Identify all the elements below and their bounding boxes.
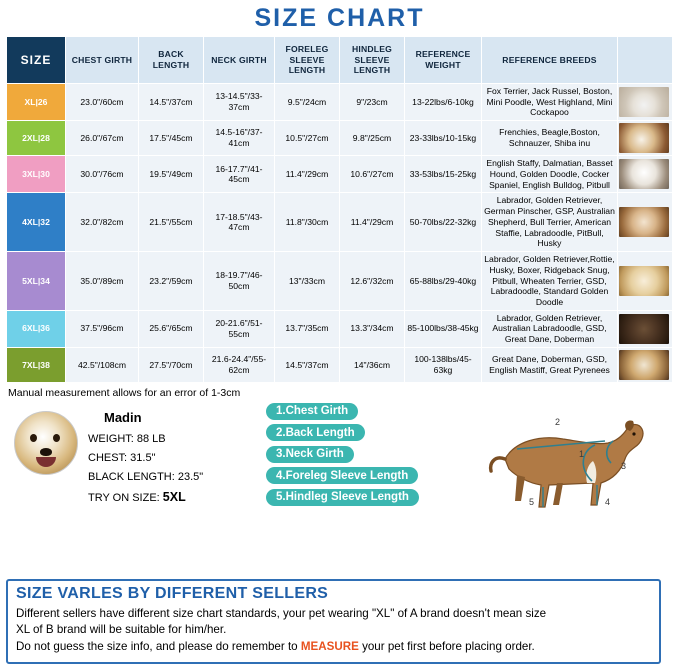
chest-girth-cell: 42.5"/108cm	[66, 347, 139, 382]
foreleg-sleeve-cell: 9.5"/24cm	[275, 84, 340, 121]
warning-body	[16, 606, 651, 656]
reference-breeds-cell: English Staffy, Dalmatian, Basset Hound, Golden Doodle, Cocker Spaniel, English Bulldog, Pitbull	[482, 156, 618, 193]
hindleg-sleeve-cell: 9.8"/25cm	[340, 121, 405, 156]
table-row	[7, 193, 673, 252]
hindleg-sleeve-cell: 13.3"/34cm	[340, 310, 405, 347]
size-cell: 3XL|30	[7, 156, 66, 193]
table-row	[7, 252, 673, 311]
diagram-label-4: 4	[605, 496, 611, 507]
pet-name: Madin	[104, 409, 142, 425]
col-header-reference-weight: REFERENCE WEIGHT	[405, 37, 482, 84]
size-cell: XL|26	[7, 84, 66, 121]
back-length-cell: 21.5"/55cm	[139, 193, 204, 252]
foreleg-sleeve-cell: 13.7"/35cm	[275, 310, 340, 347]
legend-item-chest-girth: 1.Chest Girth	[266, 403, 358, 420]
reference-breeds-cell: Great Dane, Doberman, GSD, English Mastiff, Great Pyrenees	[482, 347, 618, 382]
size-cell: 5XL|34	[7, 252, 66, 311]
col-header-size: SIZE	[7, 37, 66, 84]
legend-item-hindleg-sleeve-length: 5.Hindleg Sleeve Length	[266, 489, 419, 506]
back-length-cell: 25.6"/65cm	[139, 310, 204, 347]
pet-tryon-size	[88, 487, 203, 509]
col-header-neck-girth: NECK GIRTH	[204, 37, 275, 84]
legend-item-back-length: 2.Back Length	[266, 424, 365, 441]
dog-photo-6xl	[619, 314, 669, 344]
warning-line-3-pre: Do not guess the size info, and please do remember to	[16, 640, 301, 654]
dog-photo-4xl	[619, 207, 669, 237]
foreleg-sleeve-cell: 14.5"/37cm	[275, 347, 340, 382]
reference-breeds-cell: Labrador, Golden Retriever, Australian Labradoodle, GSD, Great Dane, Doberman	[482, 310, 618, 347]
foreleg-sleeve-cell: 11.4"/29cm	[275, 156, 340, 193]
dog-photo-3xl	[619, 159, 669, 189]
table-row	[7, 121, 673, 156]
reference-weight-cell: 100-138lbs/45-63kg	[405, 347, 482, 382]
avatar-mouth-icon	[36, 457, 56, 467]
diagram-label-5: 5	[529, 496, 535, 507]
reference-breeds-cell: Labrador, Golden Retriever,Rottie, Husky, Boxer, Ridgeback Snug, Pitbull, Wheaten Terrier, GSD, Labradoodle, Standard Golden Doodle	[482, 252, 618, 311]
warning-title: SIZE VARLES BY DIFFERENT SELLERS	[16, 584, 329, 602]
dog-photo-5xl	[619, 266, 669, 296]
diagram-label-3: 3	[621, 460, 627, 471]
back-length-cell: 17.5"/45cm	[139, 121, 204, 156]
warning-line-3	[16, 639, 651, 656]
chest-girth-cell: 30.0"/76cm	[66, 156, 139, 193]
table-header-row	[7, 37, 673, 84]
back-length-cell: 27.5"/70cm	[139, 347, 204, 382]
col-header-reference-breeds: REFERENCE BREEDS	[482, 37, 618, 84]
avatar-eye-right-icon	[53, 434, 60, 442]
hindleg-sleeve-cell: 14"/36cm	[340, 347, 405, 382]
dog-photo-cell	[618, 252, 673, 311]
neck-girth-cell: 17-18.5"/43-47cm	[204, 193, 275, 252]
dog-eye-icon	[632, 432, 635, 435]
col-header-foreleg-sleeve-length: FORELEG SLEEVE LENGTH	[275, 37, 340, 84]
pet-back-length: BLACK LENGTH: 23.5"	[88, 471, 204, 484]
measurement-note: Manual measurement allows for an error of 1-3cm	[8, 386, 241, 399]
pet-weight: WEIGHT: 88 LB	[88, 432, 166, 445]
reference-weight-cell: 23-33lbs/10-15kg	[405, 121, 482, 156]
legend-item-neck-girth: 3.Neck Girth	[266, 446, 354, 463]
pet-tryon-label: TRY ON SIZE:	[88, 492, 160, 505]
reference-breeds-cell: Labrador, Golden Retriever, German Pinscher, GSP, Australian Shepherd, Bull Terrier, American Staffie, Labradoodle, PitBull, Husky	[482, 193, 618, 252]
dog-photo-cell	[618, 121, 673, 156]
col-header-back-length: BACK LENGTH	[139, 37, 204, 84]
avatar-eye-left-icon	[30, 434, 37, 442]
reference-weight-cell: 50-70lbs/22-32kg	[405, 193, 482, 252]
dog-diagram-svg	[445, 401, 675, 529]
size-table-container	[0, 36, 679, 383]
table-row	[7, 310, 673, 347]
reference-weight-cell: 85-100lbs/38-45kg	[405, 310, 482, 347]
measurement-legend	[266, 403, 446, 511]
warning-line-1: Different sellers have different size chart standards, your pet wearing "XL" of A brand doesn't mean size	[16, 606, 547, 620]
hindleg-sleeve-cell: 12.6"/32cm	[340, 252, 405, 311]
dog-photo-cell	[618, 193, 673, 252]
chest-girth-cell: 23.0"/60cm	[66, 84, 139, 121]
dog-far-hindleg	[515, 475, 525, 501]
diagram-label-2: 2	[555, 416, 561, 427]
neck-girth-cell: 20-21.6"/51-55cm	[204, 310, 275, 347]
diagram-label-1: 1	[579, 448, 585, 459]
dog-far-foreleg	[553, 483, 563, 505]
back-length-cell: 23.2"/59cm	[139, 252, 204, 311]
reference-breeds-cell: Fox Terrier, Jack Russel, Boston, Mini Poodle, West Highland, Mini Cockapoo	[482, 84, 618, 121]
chest-girth-cell: 35.0"/89cm	[66, 252, 139, 311]
table-body	[7, 84, 673, 383]
dog-photo-xl	[619, 87, 669, 117]
col-header-photo	[618, 37, 673, 84]
hindleg-sleeve-cell: 11.4"/29cm	[340, 193, 405, 252]
neck-girth-cell: 16-17.7"/41-45cm	[204, 156, 275, 193]
table-row	[7, 347, 673, 382]
foreleg-sleeve-cell: 13"/33cm	[275, 252, 340, 311]
hindleg-sleeve-cell: 10.6"/27cm	[340, 156, 405, 193]
dog-photo-cell	[618, 156, 673, 193]
size-cell: 7XL|38	[7, 347, 66, 382]
seller-size-warning	[6, 579, 661, 664]
dog-photo-7xl	[619, 350, 669, 380]
foreleg-sleeve-cell: 11.8"/30cm	[275, 193, 340, 252]
dog-photo-cell	[618, 310, 673, 347]
dog-photo-2xl	[619, 123, 669, 153]
col-header-chest-girth: CHEST GIRTH	[66, 37, 139, 84]
measure-highlight: MEASURE	[300, 640, 359, 654]
page-title: SIZE CHART	[254, 4, 425, 32]
chest-girth-cell: 32.0"/82cm	[66, 193, 139, 252]
size-cell: 4XL|32	[7, 193, 66, 252]
reference-weight-cell: 65-88lbs/29-40kg	[405, 252, 482, 311]
dog-measurement-diagram	[445, 401, 675, 529]
size-cell: 6XL|36	[7, 310, 66, 347]
profile-details	[88, 407, 203, 509]
pet-chest: CHEST: 31.5"	[88, 451, 156, 464]
dog-tail	[491, 458, 505, 471]
back-length-cell: 19.5"/49cm	[139, 156, 204, 193]
col-header-hindleg-sleeve-length: HINDLEG SLEEVE LENGTH	[340, 37, 405, 84]
neck-girth-cell: 21.6-24.4"/55-62cm	[204, 347, 275, 382]
hindleg-sleeve-cell: 9"/23cm	[340, 84, 405, 121]
neck-girth-cell: 14.5-16"/37-41cm	[204, 121, 275, 156]
warning-line-2: XL of B brand will be suitable for him/her.	[16, 623, 227, 637]
middle-section	[0, 401, 679, 531]
reference-breeds-cell: Frenchies, Beagle,Boston, Schnauzer, Shiba inu	[482, 121, 618, 156]
avatar	[14, 411, 78, 475]
chest-girth-cell: 26.0"/67cm	[66, 121, 139, 156]
size-table	[6, 36, 673, 383]
legend-item-foreleg-sleeve-length: 4.Foreleg Sleeve Length	[266, 467, 418, 484]
size-cell: 2XL|28	[7, 121, 66, 156]
dog-photo-cell	[618, 347, 673, 382]
pet-tryon-value: 5XL	[162, 490, 186, 505]
table-header	[7, 37, 673, 84]
table-row	[7, 156, 673, 193]
avatar-nose-icon	[40, 448, 52, 456]
foreleg-sleeve-cell: 10.5"/27cm	[275, 121, 340, 156]
neck-girth-cell: 13-14.5"/33-37cm	[204, 84, 275, 121]
chest-girth-cell: 37.5"/96cm	[66, 310, 139, 347]
neck-girth-cell: 18-19.7"/46-50cm	[204, 252, 275, 311]
reference-weight-cell: 33-53lbs/15-25kg	[405, 156, 482, 193]
warning-line-3-post: your pet first before placing order.	[358, 640, 535, 654]
reference-weight-cell: 13-22lbs/6-10kg	[405, 84, 482, 121]
dog-photo-cell	[618, 84, 673, 121]
table-row	[7, 84, 673, 121]
back-length-cell: 14.5"/37cm	[139, 84, 204, 121]
